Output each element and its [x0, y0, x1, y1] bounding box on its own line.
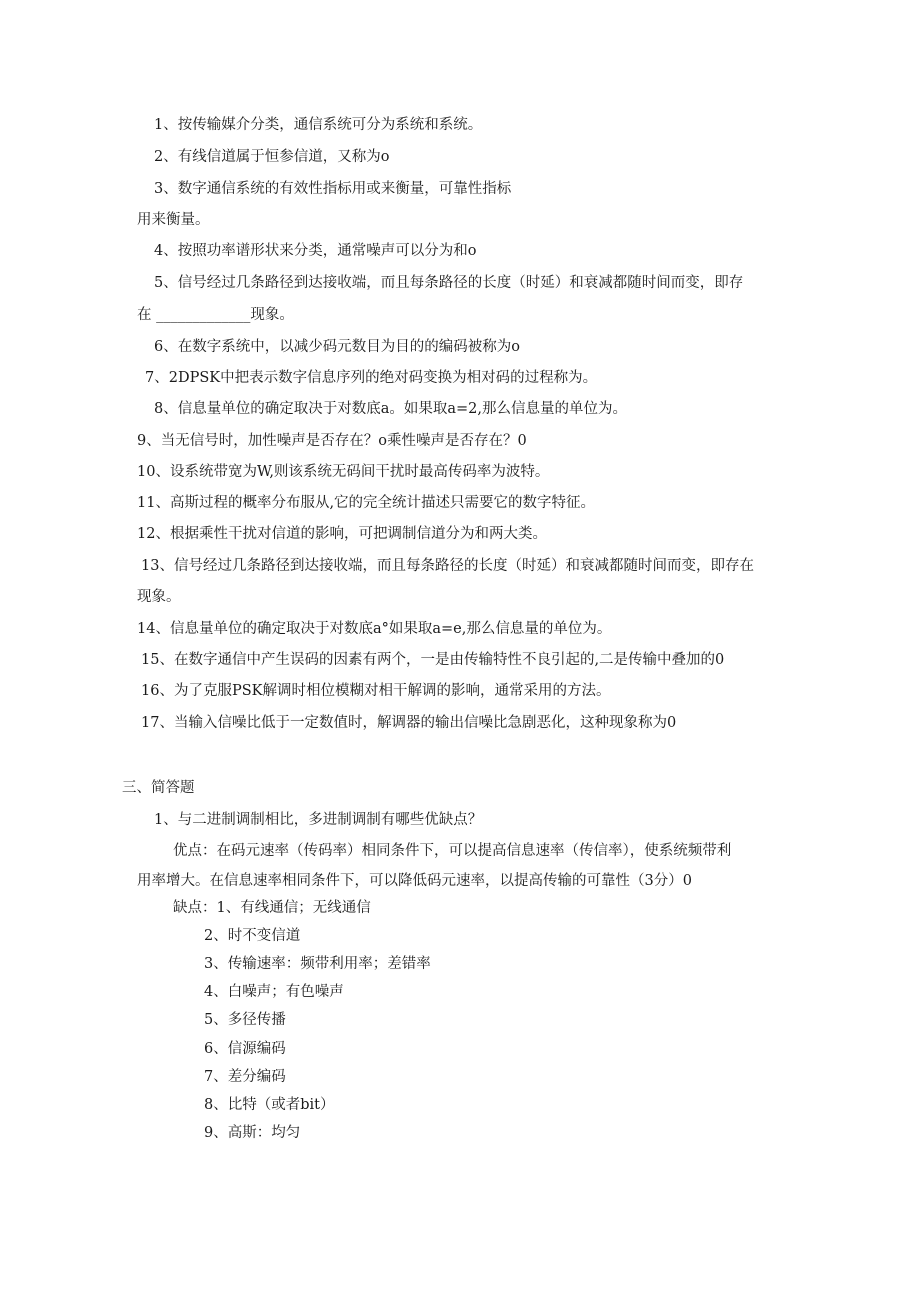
answer-item-6: 6、信源编码 — [204, 1041, 286, 1057]
fill-in-item-15: 15、在数字通信中产生误码的因素有两个，一是由传输特性不良引起的,二是传输中叠加的0 — [141, 652, 725, 668]
fill-in-item-2: 2、有线信道属于恒参信道，又称为o — [154, 149, 390, 165]
advantage-text: 优点：在码元速率（传码率）相同条件下，可以提高信息速率（传信率），使系统频带利 — [173, 843, 732, 859]
fill-in-item-3-cont: 用来衡量。 — [137, 212, 210, 228]
question-1: 1、与二进制调制相比，多进制调制有哪些优缺点？ — [154, 812, 483, 828]
fill-in-item-14: 14、信息量单位的确定取决于对数底a°如果取a=e,那么信息量的单位为。 — [137, 621, 612, 637]
answer-item-8: 8、比特（或者bit） — [204, 1097, 335, 1113]
fill-in-item-12: 12、根据乘性干扰对信道的影响，可把调制信道分为和两大类。 — [137, 526, 547, 542]
answer-item-9: 9、高斯：均匀 — [204, 1125, 301, 1141]
fill-in-item-6: 6、在数字系统中，以减少码元数目为目的的编码被称为o — [154, 339, 520, 355]
advantage-text-cont: 用率增大。在信息速率相同条件下，可以降低码元速率，以提高传输的可靠性（3分）0 — [137, 873, 692, 889]
answer-item-2: 2、时不变信道 — [204, 928, 301, 944]
fill-in-item-5-cont: 在 _____________现象。 — [137, 307, 294, 323]
fill-in-item-1: 1、按传输媒介分类，通信系统可分为系统和系统。 — [154, 117, 483, 133]
answer-item-7: 7、差分编码 — [204, 1069, 286, 1085]
fill-in-item-8: 8、信息量单位的确定取决于对数底a。如果取a=2,那么信息量的单位为。 — [154, 401, 627, 417]
fill-in-item-10: 10、设系统带宽为W,则该系统无码间干扰时最高传码率为波特。 — [137, 464, 550, 480]
fill-in-item-9: 9、当无信号时，加性噪声是否存在？o乘性噪声是否存在？0 — [137, 433, 527, 449]
answer-item-4: 4、白噪声；有色噪声 — [204, 984, 344, 1000]
fill-in-item-7: 7、2DPSK中把表示数字信息序列的绝对码变换为相对码的过程称为。 — [145, 370, 598, 386]
answer-item-5: 5、多径传播 — [204, 1012, 286, 1028]
section-title: 三、简答题 — [122, 780, 195, 796]
fill-in-item-13-cont: 现象。 — [137, 589, 181, 605]
fill-in-item-5: 5、信号经过几条路径到达接收端，而且每条路径的长度（时延）和衰减都随时间而变，即存 — [154, 275, 744, 291]
answer-item-3: 3、传输速率：频带利用率；差错率 — [204, 956, 431, 972]
fill-in-item-13: 13、信号经过几条路径到达接收端，而且每条路径的长度（时延）和衰减都随时间而变，即存在 — [141, 558, 754, 574]
fill-in-item-17: 17、当输入信噪比低于一定数值时，解调器的输出信噪比急剧恶化，这种现象称为0 — [141, 715, 677, 731]
fill-in-item-11: 11、高斯过程的概率分布服从,它的完全统计描述只需要它的数字特征。 — [137, 495, 596, 511]
fill-in-item-4: 4、按照功率谱形状来分类，通常噪声可以分为和o — [154, 243, 477, 259]
fill-in-item-3: 3、数字通信系统的有效性指标用或来衡量，可靠性指标 — [154, 181, 512, 197]
disadvantage-text: 缺点：1、有线通信；无线通信 — [173, 900, 371, 916]
fill-in-item-16: 16、为了克服PSK解调时相位模糊对相干解调的影响，通常采用的方法。 — [141, 683, 611, 699]
